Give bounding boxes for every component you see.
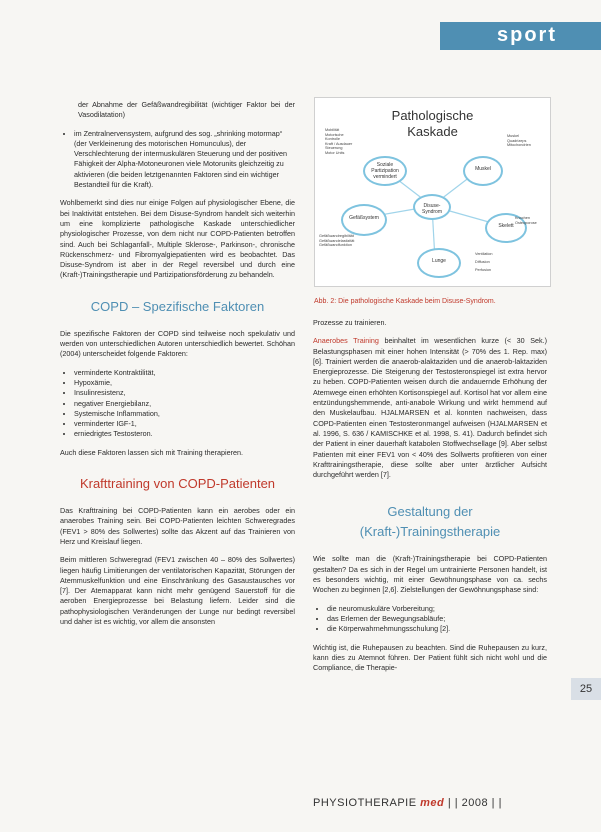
left-column — [60, 100, 295, 635]
zns-bullet-list — [60, 129, 295, 191]
continuation-line: Prozesse zu trainieren. — [313, 318, 387, 327]
figure-caption: Abb. 2: Die pathologische Kaskade beim Disuse-Syndrom. — [314, 298, 496, 305]
factor-item: • verminderte Kontraktilität, — [74, 368, 295, 378]
notes-left-top: Mobilität Motorische Kontrolle Kraft / Ausdauer Steuerung Motor Units — [325, 128, 353, 155]
notes-right-top: Muskel Quadrizeps Mitochondrien — [507, 134, 531, 147]
factor-item: • verminderter IGF-1, — [74, 419, 295, 429]
highlight-term: Anaerobes Training — [313, 336, 379, 346]
figure-title-line1: Pathologische — [391, 108, 474, 123]
footer-brand: med — [420, 797, 445, 809]
factor-list — [60, 368, 295, 440]
paragraph-3: Auch diese Faktoren lassen sich mit Training therapieren. — [60, 447, 243, 457]
footer-issue: | | 2008 | | — [447, 797, 502, 809]
notes-right-mid: Knochen Osteoporose — [515, 216, 537, 225]
anaerobic-paragraph — [313, 336, 547, 480]
zns-bullet: • im Zentralnervensystem, aufgrund des sog. „shrinking motormap“ (der Verkleinerung des motorischen Homunculus), der Verschlechterung der intermuskulären Steuerung und der positiven Fähigkeit der Alpha-Motoneuronen viele Motorunits gleichzeitig zu aktivieren (die beiden letztgenannten Faktoren sind ein wichtiger Bestandteil für die Kraft). — [74, 129, 295, 191]
notes-bottom: Ventilation Diffusion Perfusion — [475, 252, 493, 272]
goals-list — [313, 604, 547, 635]
paragraph-2: Die spezifische Faktoren der COPD sind teilweise noch spekulativ und werden von unterschiedlichen Autoren unterschiedlich bewertet. Schöhan (2004) unterscheidet folgende Faktoren: — [60, 328, 295, 359]
paragraph-4: Das Krafttraining bei COPD-Patienten kann ein aerobes oder ein anaerobes Training sein. Bei COPD-Patienten leichten Schweregrades (FEV1 > 80% des Sollwertes) sollte das Akzent auf das Trainieren von Herz und Kreislauf liegen. — [60, 506, 295, 546]
section-banner — [440, 22, 601, 50]
node-gefaesssystem: Gefäßsystem — [341, 204, 387, 236]
heading-gestaltung — [313, 502, 547, 542]
right-column — [313, 318, 547, 681]
footer-title: PHYSIOTHERAPIE — [313, 797, 417, 809]
paragraph-gestaltung: Wie sollte man die (Kraft-)Trainingstherapie bei COPD-Patienten gestalten? Da es sich in der Regel um untrainierte Personen handelt, ist es besonders wichtig, mit einer Gewöhnungsphase von ca. sechs Wochen zu beginnen [2,6]. Zielstellungen der Gewöhnungsphase sind: — [313, 554, 547, 595]
footer — [313, 797, 502, 809]
heading-gestaltung-line2: (Kraft-)Trainingstherapie — [359, 524, 501, 540]
heading-krafttraining: Krafttraining von COPD-Patienten — [79, 476, 276, 492]
factor-item: • Hypoxämie, — [74, 378, 295, 388]
figure-title-line2: Kaskade — [407, 124, 458, 139]
paragraph-1: Wohlbemerkt sind dies nur einige Folgen auf physiologischer Ebene, die bei Inaktivität entstehen. Bei dem Disuse-Syndrom handelt sich weiterhin um eine komplizierte pathologische Kaskade unterschiedlicher physiologischer Prozesse, von dem nicht nur COPD-Patienten betroffen sind. Auch bei Schlaganfall-, Multiple Sklerose-, Parkinson-, chronische Rückenschmerz- und Fibromyalgiepatienten wird es beobachtet. Das Disuse-Syndrom ist aber in der Regel reversibel und durch eine (Kraft-)Trainingstherapie und Partizipationsförderung zu behandeln. — [60, 198, 295, 280]
goal-item: • die neuromuskuläre Vorbereitung; — [327, 604, 547, 614]
anaerobic-text: beinhaltet im wesentlichen kurze (< 30 Sek.) Belastungsphasen mit einer hohen Intensität (> 70% des 1. Rep. max) [6]. Trainiert werden die anaerob-alaktaziden und die anaerob-laktaziden Energieprozesse. Die Steigerung der Testosteronspiegel ist extra hervor zu heben. COPD-Patienten weisen durch die andauernde Erhöhung der Atemwege einen erhöhten Kortisonspiegel auf. Kortisol hat vor allem eine entzündungshemmende, anti-anabole Wirkung und wirkt hemmend auf den Muskelaufbau. HJALMARSEN et al. konnten nachweisen, dass COPD-Patienten einen Testosteronmangel aufweisen (HJALMARSEN et al. 1996, S. 636 / KAMISCHKE et al. 1998, S. 41). Dadurch befindet sich der Patient in einer dauerhaft katabolen Stoffwechsellage [9]. Aber selbst Patienten mit einer FEV1 von < 40% des Sollwerts profitieren von einer Krafttrainingstherapie, diese sollte aber unter ärztlicher Aufsicht durchgeführt werden [7]. — [313, 336, 547, 480]
factor-item: • Insulinresistenz, — [74, 388, 295, 398]
factor-item: • negativer Energiebilanz, — [74, 399, 295, 409]
node-partizipation: Soziale Partizipation vermindert — [363, 156, 407, 186]
paragraph-5: Beim mittleren Schweregrad (FEV1 zwischen 40 – 80% des Sollwertes) liegen häufig Limitierungen der ventilatorischen Kapazität, Störungen der Atemmuskelfunktion und eine Einschränkung des Gasaustausches vor [7]. Der Atemapparat kann nicht mehr genügend Sauerstoff für die aeroben Energieprozesse bei Belastung liefern. Leider sind die pathophysiologischen Veränderungen der Lunge nur bedingt reversibel und daher ist es wichtig, vor allem die ansonsten — [60, 555, 295, 626]
heading-gestaltung-line1: Gestaltung der — [387, 504, 473, 520]
node-disuse: Disuse-Syndrom — [413, 194, 451, 220]
goal-item: • das Erlernen der Bewegungsabläufe; — [327, 614, 547, 624]
factor-item: • Systemische Inflammation, — [74, 409, 295, 419]
goal-item: • die Körperwahrnehmungsschulung [2]. — [327, 624, 547, 634]
section-label: sport — [497, 24, 557, 46]
intro-text: der Abnahme der Gefäßwandregibilität (wichtiger Faktor bei der Vasodilatation) — [78, 100, 295, 120]
notes-left-mid: Gefäßwandregibilität Gefäßwandelastizität Gefäßwandfunktion — [319, 234, 355, 247]
heading-copd-factors: COPD – Spezifische Faktoren — [90, 298, 265, 314]
node-lunge: Lunge — [417, 248, 461, 278]
page-number: 25 — [571, 678, 601, 700]
node-muskel: Muskel — [463, 156, 503, 186]
paragraph-ruhepausen: Wichtig ist, die Ruhepausen zu beachten. Sind die Ruhepausen zu kurz, kann dies zu Atemnot führen. Der Patient fühlt sich nicht wohl und die Compliance, die Therapie- — [313, 642, 547, 673]
node-skelett: Skelett — [485, 213, 527, 243]
cascade-figure — [314, 97, 551, 287]
factor-item: • erniedrigtes Testosteron. — [74, 429, 295, 439]
